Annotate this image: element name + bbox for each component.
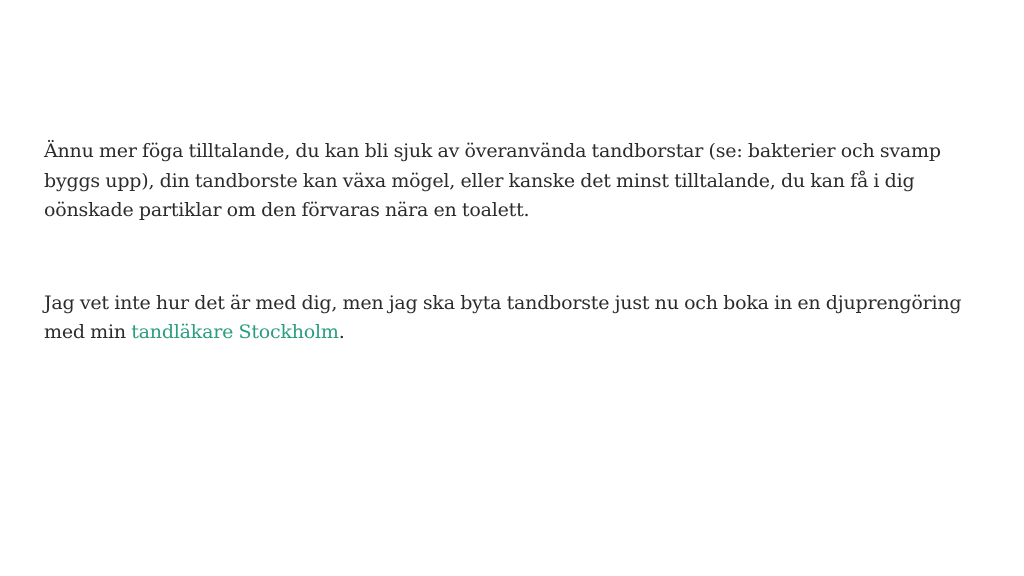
dentist-stockholm-link[interactable]: tandläkare Stockholm [131,321,339,343]
paragraph-dentist-booking [44,289,984,348]
paragraph-text-after-link: . [338,321,345,343]
paragraph-text-before-link: Jag vet inte hur det är med dig, men jag ska byta tandborste just nu och boka in en djuprengöring med min [44,291,962,343]
article-body [44,137,984,348]
paragraph-toothbrush-risks: Ännu mer föga tilltalande, du kan bli sjuk av överanvända tandborstar (se: bakterier och svamp byggs upp), din tandborste kan växa mögel, eller kanske det minst tilltalande, du kan få i dig oönskade partiklar om den förvaras nära en toalett. [44,140,941,221]
